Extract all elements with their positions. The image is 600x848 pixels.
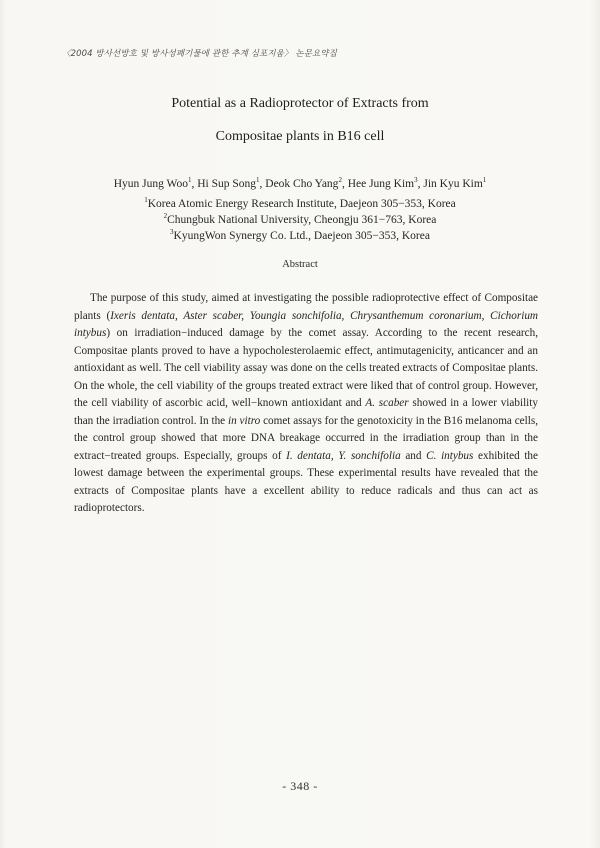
abstract-text: comet assays for the genotoxicity in the B16 melanoma cells, the control group showed that more DNA breakage occurred in the irradiation group than in the extract−treated groups. Especially, groups of (74, 414, 538, 462)
in-vitro-term: in vitro (227, 414, 261, 427)
species-name: Y. sonchifolia (338, 449, 401, 462)
affiliation-number: 3 (170, 228, 174, 236)
author-affiliation-mark: 3 (414, 176, 418, 184)
species-name: A. scaber (365, 397, 409, 409)
affiliation-text: Chungbuk National University, Cheongju 361−763, Korea (167, 213, 437, 226)
species-list: Ixeris dentata, Aster scaber, Youngia sonchifolia, Chrysanthemum coronarium, Cichorium intybus (74, 309, 538, 339)
abstract-text: showed in a lower viability than the irradiation control. In the (74, 397, 538, 427)
paper-title-line-2: Compositae plants in B16 cell (215, 129, 385, 144)
abstract-text: The purpose of this study, aimed at investigating the possible radioprotective effect of Compositae plants ( (74, 292, 538, 322)
author-list: Hyun Jung Woo$^1$, Hi Sup Song$^1$, Deok Cho Yang$^2$, Hee Jung Kim$^3$, Jin Kyu Kim$^1$ (113, 176, 487, 190)
author-affiliation-mark: 2 (338, 176, 342, 184)
affiliation-number: 1 (144, 196, 148, 204)
affiliation-number: 2 (163, 212, 168, 220)
paper-title-line-1: Potential as a Radioprotector of Extracts from (171, 96, 429, 111)
abstract-text: and (400, 449, 427, 462)
abstract-text: exhibited the lowest damage between the experimental groups. These experimental results have revealed that the extracts of Compositae plants have a excellent ability to reduce radicals and thus can act as radioprotectors. (74, 449, 538, 514)
running-header: 〈2004 방사선방호 및 방사성폐기물에 관한 추계 심포지움〉 논문요약집 (62, 49, 337, 59)
page-number: - 348 - (282, 779, 318, 793)
author-name: Hyun Jung Woo (113, 177, 188, 190)
author-name: Hee Jung Kim (347, 177, 415, 190)
species-name: C. intybus (426, 449, 474, 462)
author-name: Deok Cho Yang (265, 177, 339, 190)
abstract-body (74, 290, 538, 518)
affiliation-3 (0, 225, 600, 243)
abstract-heading: Abstract (282, 259, 318, 270)
author-affiliation-mark: 1 (482, 176, 487, 184)
species-name: I. dentata, (286, 449, 334, 462)
author-affiliation-mark: 1 (256, 176, 260, 184)
author-name: Jin Kyu Kim (423, 177, 483, 190)
abstract-text: ) on irradiation−induced damage by the comet assay. According to the recent research, Compositae plants proved to have a hypocholesterolaemic effect, antimutagenicity, anticancer and an antioxidant as well. The cell viability assay was done on the cells treated extracts of Compositae plants. On the whole, the cell viability of the groups treated extract were liked that of control group. However, the cell viability of ascorbic acid, well−known antioxidant and (74, 327, 538, 409)
author-name: Hi Sup Song (197, 177, 257, 190)
author-affiliation-mark: 1 (187, 176, 192, 184)
affiliation-text: Korea Atomic Energy Research Institute, Daejeon 305−353, Korea (147, 197, 456, 210)
affiliation-text: KyungWon Synergy Co. Ltd., Daejeon 305−353, Korea (173, 229, 430, 242)
